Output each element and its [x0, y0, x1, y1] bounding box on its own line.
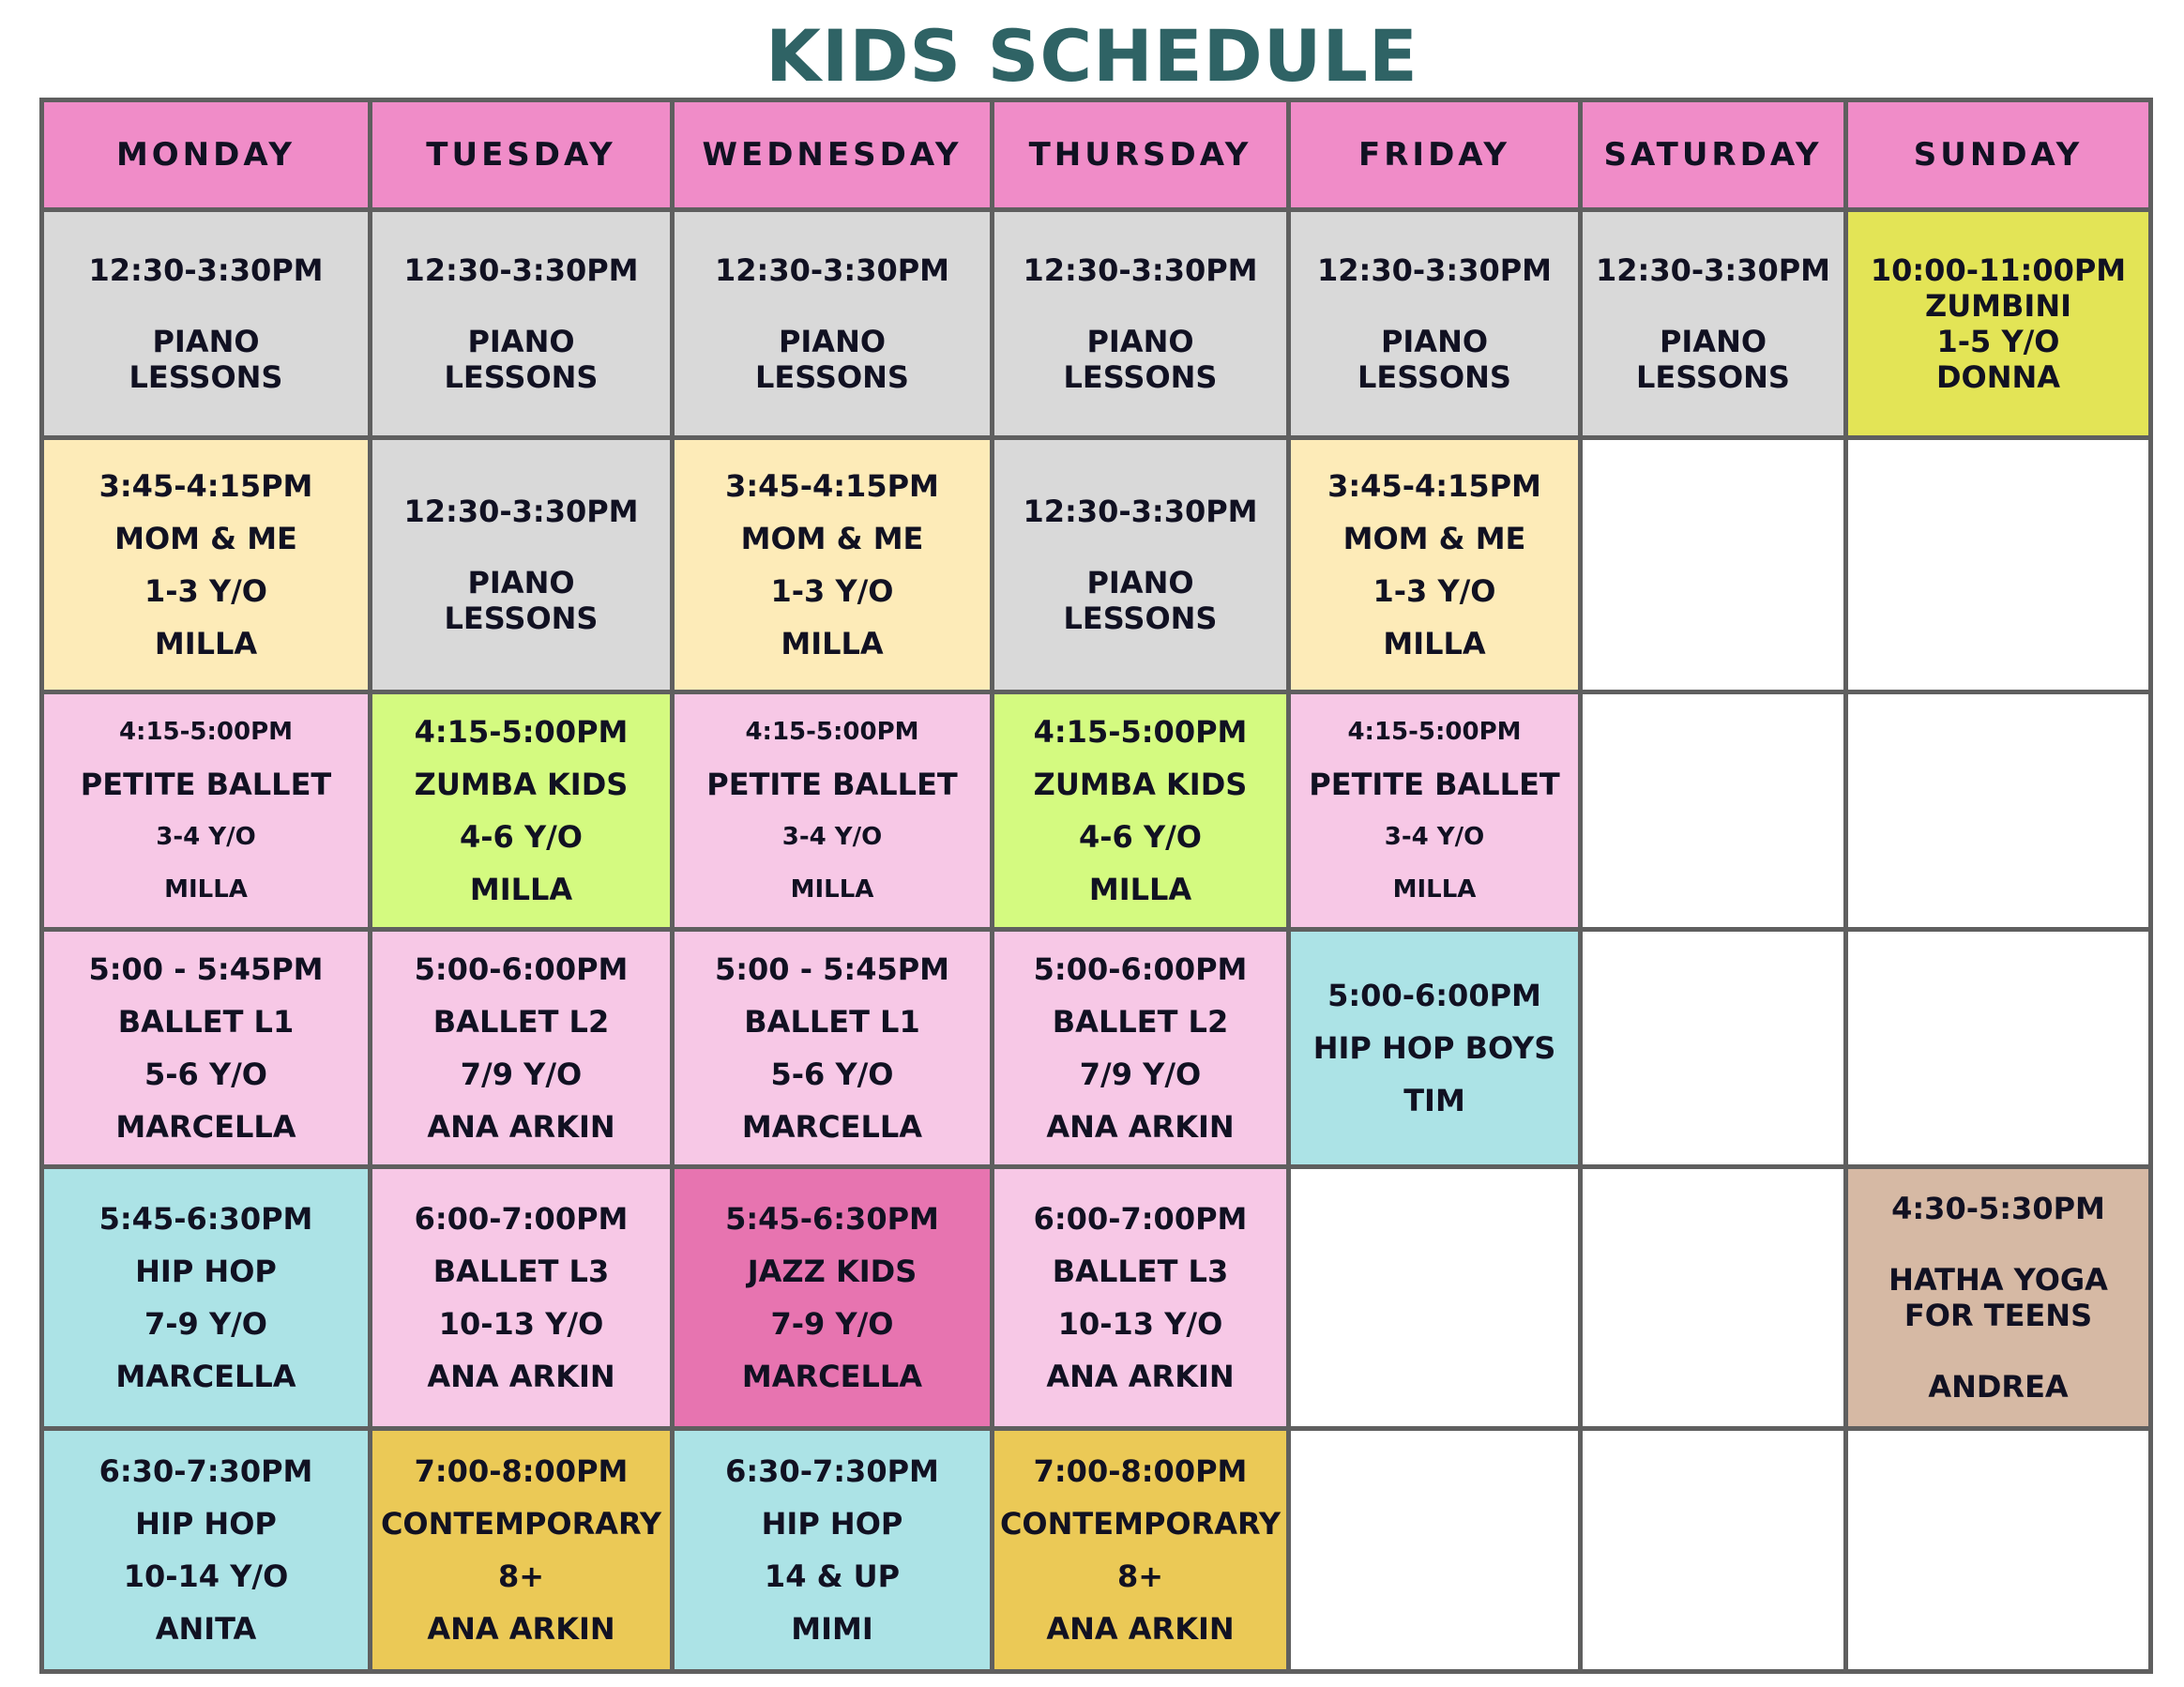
day-header-wednesday: WEDNESDAY — [673, 100, 993, 210]
class-detail-line — [1135, 529, 1145, 565]
class-detail-line: ANA ARKIN — [1046, 1358, 1235, 1394]
class-detail-line: ZUMBA KIDS — [414, 766, 629, 802]
class-cell-tuesday — [371, 692, 673, 929]
class-details — [1291, 212, 1578, 435]
schedule-row — [42, 929, 2151, 1166]
class-details — [675, 694, 990, 927]
class-detail-line: 5-6 Y/O — [144, 1056, 267, 1092]
class-cell-thursday — [993, 1166, 1289, 1428]
schedule-body — [42, 210, 2151, 1672]
class-cell-tuesday — [371, 1428, 673, 1671]
schedule-row — [42, 692, 2151, 929]
class-details — [372, 440, 670, 690]
day-header-friday: FRIDAY — [1289, 100, 1581, 210]
class-details — [44, 212, 368, 435]
class-detail-line: PIANO — [467, 323, 575, 359]
class-details — [1291, 440, 1578, 690]
schedule-row — [42, 1428, 2151, 1671]
class-detail-line: MARCELLA — [115, 1358, 296, 1394]
class-time: 4:15-5:00PM — [414, 713, 629, 750]
class-details — [1848, 694, 2148, 927]
class-detail-line: 1-5 Y/O — [1936, 323, 2060, 359]
day-header-monday: MONDAY — [42, 100, 371, 210]
class-detail-line: MOM & ME — [740, 520, 924, 556]
class-details — [1583, 1431, 1843, 1669]
class-detail-line: 7/9 Y/O — [460, 1056, 583, 1092]
class-detail-line: 7-9 Y/O — [144, 1305, 267, 1342]
class-details — [44, 1431, 368, 1669]
class-detail-line — [1429, 288, 1439, 324]
class-detail-line: 5-6 Y/O — [770, 1056, 894, 1092]
day-header-thursday: THURSDAY — [993, 100, 1289, 210]
schedule-row — [42, 210, 2151, 438]
class-details — [1848, 1431, 2148, 1669]
class-details — [675, 212, 990, 435]
class-detail-line: MILLA — [469, 871, 573, 907]
class-detail-line: PIANO — [778, 323, 887, 359]
class-detail-line: PETITE BALLET — [706, 766, 958, 802]
class-detail-line: 3-4 Y/O — [156, 822, 256, 851]
class-detail-line: CONTEMPORARY — [999, 1505, 1282, 1542]
class-detail-line: LESSONS — [444, 600, 599, 636]
class-details — [1583, 694, 1843, 927]
class-details — [1291, 932, 1578, 1164]
class-details — [1848, 440, 2148, 690]
class-cell-thursday — [993, 437, 1289, 692]
class-cell-monday — [42, 210, 371, 438]
class-cell-monday — [42, 929, 371, 1166]
class-time: 12:30-3:30PM — [1023, 251, 1258, 288]
class-cell-thursday — [993, 210, 1289, 438]
class-detail-line: 10-13 Y/O — [438, 1305, 604, 1342]
class-time: 7:00-8:00PM — [414, 1452, 629, 1489]
class-detail-line: MILLA — [781, 625, 884, 661]
class-time: 6:30-7:30PM — [99, 1452, 313, 1489]
class-detail-line: HIP HOP BOYS — [1312, 1029, 1556, 1066]
class-details — [1583, 1169, 1843, 1426]
class-detail-line: MOM & ME — [1342, 520, 1526, 556]
class-cell-wednesday — [673, 929, 993, 1166]
class-cell-friday — [1289, 929, 1581, 1166]
class-time: 4:30-5:30PM — [1891, 1190, 2105, 1226]
class-time: 4:15-5:00PM — [118, 717, 294, 746]
class-details — [1848, 1169, 2148, 1426]
class-detail-line — [516, 288, 526, 324]
class-details — [44, 694, 368, 927]
class-details — [994, 1169, 1286, 1426]
class-detail-line: MARCELLA — [115, 1108, 296, 1145]
class-details — [994, 212, 1286, 435]
empty-cell-friday — [1289, 1428, 1581, 1671]
class-detail-line: ANDREA — [1928, 1368, 2069, 1405]
class-detail-line: PETITE BALLET — [1309, 766, 1560, 802]
class-details — [675, 440, 990, 690]
class-time: 12:30-3:30PM — [1316, 251, 1553, 288]
schedule-row — [42, 437, 2151, 692]
class-detail-line: BALLET L2 — [1052, 1003, 1229, 1040]
class-cell-thursday — [993, 929, 1289, 1166]
class-detail-line: CONTEMPORARY — [380, 1505, 662, 1542]
class-time: 5:45-6:30PM — [99, 1200, 313, 1237]
class-time: 3:45-4:15PM — [99, 467, 313, 504]
class-cell-friday — [1289, 210, 1581, 438]
class-cell-wednesday — [673, 1166, 993, 1428]
class-detail-line — [1993, 1333, 2003, 1369]
class-detail-line: ANA ARKIN — [427, 1358, 615, 1394]
class-detail-line: 3-4 Y/O — [781, 822, 883, 851]
class-detail-line: HIP HOP — [135, 1505, 277, 1542]
class-time: 5:00-6:00PM — [1033, 950, 1248, 987]
class-detail-line: MOM & ME — [114, 520, 297, 556]
empty-cell-sunday — [1846, 437, 2151, 692]
page-title: KIDS SCHEDULE — [766, 14, 1418, 98]
class-detail-line: 14 & UP — [764, 1558, 901, 1594]
class-detail-line: ANA ARKIN — [427, 1108, 615, 1145]
class-detail-line: MILLA — [164, 874, 248, 904]
class-time: 12:30-3:30PM — [403, 493, 639, 529]
class-details — [44, 440, 368, 690]
class-detail-line: 1-3 Y/O — [144, 572, 267, 609]
class-detail-line: LESSONS — [444, 358, 599, 395]
class-time: 12:30-3:30PM — [714, 251, 950, 288]
empty-cell-friday — [1289, 1166, 1581, 1428]
empty-cell-sunday — [1846, 929, 2151, 1166]
class-detail-line — [1135, 288, 1145, 324]
class-detail-line: BALLET L1 — [744, 1003, 920, 1040]
class-details — [1848, 932, 2148, 1164]
class-details — [372, 932, 670, 1164]
class-time: 5:45-6:30PM — [725, 1200, 939, 1237]
class-detail-line: HIP HOP — [761, 1505, 903, 1542]
class-detail-line: 4-6 Y/O — [1078, 818, 1202, 855]
empty-cell-saturday — [1581, 1428, 1846, 1671]
class-detail-line: LESSONS — [1357, 358, 1511, 395]
class-cell-tuesday — [371, 929, 673, 1166]
class-detail-line — [827, 288, 837, 324]
class-detail-line: PETITE BALLET — [80, 766, 332, 802]
schedule-table — [39, 98, 2153, 1674]
class-cell-sunday — [1846, 210, 2151, 438]
class-detail-line: PIANO — [1086, 564, 1194, 600]
class-time: 3:45-4:15PM — [725, 467, 939, 504]
class-time: 12:30-3:30PM — [1023, 493, 1258, 529]
class-cell-wednesday — [673, 437, 993, 692]
class-cell-tuesday — [371, 437, 673, 692]
class-time: 12:30-3:30PM — [1595, 251, 1831, 288]
class-cell-wednesday — [673, 692, 993, 929]
class-details — [994, 440, 1286, 690]
class-detail-line: LESSONS — [755, 358, 909, 395]
class-time: 4:15-5:00PM — [745, 717, 919, 746]
class-details — [372, 1431, 670, 1669]
class-detail-line: MILLA — [790, 874, 874, 904]
day-header-sunday: SUNDAY — [1846, 100, 2151, 210]
class-details — [44, 1169, 368, 1426]
class-time: 4:15-5:00PM — [1347, 717, 1522, 746]
class-detail-line: 10-14 Y/O — [123, 1558, 289, 1594]
class-detail-line: ANA ARKIN — [427, 1610, 615, 1647]
class-detail-line — [1993, 1226, 2003, 1262]
class-detail-line: 1-3 Y/O — [770, 572, 894, 609]
empty-cell-sunday — [1846, 1428, 2151, 1671]
class-detail-line: MIMI — [791, 1610, 873, 1647]
class-detail-line: ANA ARKIN — [1046, 1108, 1235, 1145]
class-detail-line: MILLA — [1392, 874, 1477, 904]
class-cell-tuesday — [371, 210, 673, 438]
class-detail-line: 1-3 Y/O — [1373, 572, 1496, 609]
class-details — [372, 694, 670, 927]
class-cell-sunday — [1846, 1166, 2151, 1428]
class-time: 7:00-8:00PM — [1033, 1452, 1248, 1489]
class-details — [1583, 212, 1843, 435]
class-cell-thursday — [993, 692, 1289, 929]
class-details — [675, 1431, 990, 1669]
class-detail-line: MILLA — [1383, 625, 1486, 661]
class-detail-line: HATHA YOGA — [1888, 1261, 2108, 1298]
class-details — [1848, 212, 2148, 435]
class-detail-line — [1707, 288, 1718, 324]
class-detail-line: LESSONS — [1063, 358, 1218, 395]
class-time: 12:30-3:30PM — [88, 251, 324, 288]
class-detail-line: PIANO — [152, 323, 260, 359]
empty-cell-saturday — [1581, 692, 1846, 929]
class-detail-line: HIP HOP — [135, 1253, 277, 1289]
class-cell-monday — [42, 692, 371, 929]
class-detail-line: BALLET L3 — [1052, 1253, 1229, 1289]
class-time: 6:00-7:00PM — [414, 1200, 629, 1237]
class-detail-line: 3-4 Y/O — [1384, 822, 1485, 851]
class-time: 5:00 - 5:45PM — [714, 950, 950, 987]
class-details — [675, 1169, 990, 1426]
class-cell-tuesday — [371, 1166, 673, 1428]
class-cell-monday — [42, 437, 371, 692]
class-details — [994, 1431, 1286, 1669]
empty-cell-saturday — [1581, 1166, 1846, 1428]
class-time: 3:45-4:15PM — [1327, 467, 1541, 504]
day-header-row — [42, 100, 2151, 210]
class-cell-monday — [42, 1428, 371, 1671]
class-details — [994, 694, 1286, 927]
class-detail-line: PIANO — [467, 564, 575, 600]
class-details — [44, 932, 368, 1164]
class-detail-line: 7/9 Y/O — [1079, 1056, 1202, 1092]
class-time: 5:00 - 5:45PM — [88, 950, 324, 987]
class-detail-line: LESSONS — [129, 358, 283, 395]
class-detail-line: TIM — [1403, 1082, 1465, 1118]
class-details — [675, 932, 990, 1164]
class-detail-line: 8+ — [497, 1558, 545, 1594]
class-detail-line: ZUMBINI — [1924, 287, 2071, 324]
schedule-row — [42, 1166, 2151, 1428]
class-details — [372, 212, 670, 435]
day-header-tuesday: TUESDAY — [371, 100, 673, 210]
class-detail-line: LESSONS — [1636, 358, 1790, 395]
class-time: 4:15-5:00PM — [1033, 713, 1248, 750]
class-details — [994, 932, 1286, 1164]
class-cell-friday — [1289, 437, 1581, 692]
class-detail-line — [201, 288, 211, 324]
class-detail-line: PIANO — [1659, 323, 1767, 359]
class-detail-line: PIANO — [1086, 323, 1194, 359]
class-time: 12:30-3:30PM — [403, 251, 639, 288]
class-cell-saturday — [1581, 210, 1846, 438]
class-time: 10:00-11:00PM — [1870, 251, 2127, 288]
class-detail-line: PIANO — [1380, 323, 1489, 359]
class-detail-line: FOR TEENS — [1903, 1297, 2093, 1333]
class-cell-friday — [1289, 692, 1581, 929]
class-cell-wednesday — [673, 210, 993, 438]
class-detail-line: 8+ — [1116, 1558, 1164, 1594]
class-cell-monday — [42, 1166, 371, 1428]
empty-cell-saturday — [1581, 929, 1846, 1166]
class-details — [1291, 1169, 1578, 1426]
class-time: 6:00-7:00PM — [1033, 1200, 1248, 1237]
class-time: 6:30-7:30PM — [725, 1452, 939, 1489]
class-detail-line — [516, 529, 526, 565]
class-detail-line: ANA ARKIN — [1046, 1610, 1235, 1647]
class-details — [1583, 440, 1843, 690]
class-detail-line: ANITA — [155, 1610, 257, 1647]
class-cell-thursday — [993, 1428, 1289, 1671]
class-detail-line: BALLET L3 — [432, 1253, 610, 1289]
class-time: 5:00-6:00PM — [414, 950, 629, 987]
day-header-saturday: SATURDAY — [1581, 100, 1846, 210]
class-detail-line: DONNA — [1935, 358, 2061, 395]
class-details — [1583, 932, 1843, 1164]
empty-cell-sunday — [1846, 692, 2151, 929]
class-detail-line: MILLA — [1088, 871, 1192, 907]
class-detail-line: JAZZ KIDS — [747, 1253, 918, 1289]
class-detail-line: 10-13 Y/O — [1057, 1305, 1223, 1342]
class-details — [1291, 694, 1578, 927]
class-cell-wednesday — [673, 1428, 993, 1671]
class-detail-line: BALLET L1 — [117, 1003, 295, 1040]
class-detail-line: 7-9 Y/O — [770, 1305, 894, 1342]
empty-cell-saturday — [1581, 437, 1846, 692]
class-details — [372, 1169, 670, 1426]
class-details — [1291, 1431, 1578, 1669]
class-detail-line: LESSONS — [1063, 600, 1218, 636]
class-time: 5:00-6:00PM — [1327, 977, 1541, 1013]
class-detail-line: BALLET L2 — [432, 1003, 610, 1040]
class-detail-line: MILLA — [154, 625, 258, 661]
class-detail-line: MARCELLA — [741, 1358, 923, 1394]
class-detail-line: MARCELLA — [741, 1108, 923, 1145]
class-detail-line: ZUMBA KIDS — [1033, 766, 1248, 802]
class-detail-line: 4-6 Y/O — [459, 818, 583, 855]
